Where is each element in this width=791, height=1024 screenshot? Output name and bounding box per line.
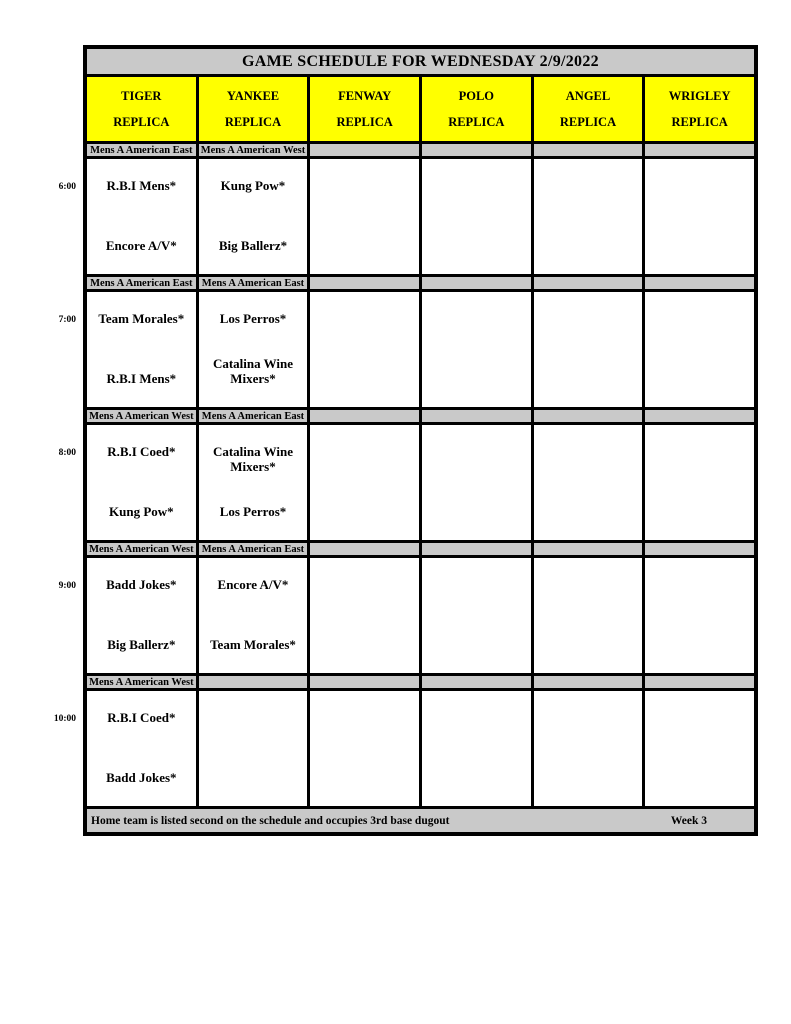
time-label-7: 7:00 [58,315,76,325]
home-team: Encore A/V* [105,238,177,254]
away-team: Los Perros* [219,311,287,326]
league-label [310,676,419,688]
game-cell [422,425,531,540]
league-label [645,676,754,688]
field-name: FENWAY [338,88,392,103]
home-team: Team Morales* [210,637,296,653]
away-team: Catalina Wine Mixers* [212,444,294,474]
footer [87,809,754,832]
league-label [534,144,643,156]
schedule-table [83,45,758,836]
home-team: R.B.I Mens* [106,371,177,387]
game-cell [199,558,308,673]
home-team: Kung Pow* [109,504,174,520]
field-header-fenway [310,77,419,141]
field-header-yankee [199,77,308,141]
game-cell [645,425,754,540]
league-label: Mens A American West [87,543,196,555]
field-name: WRIGLEY [668,88,731,103]
field-header-wrigley [645,77,754,141]
away-team: R.B.I Mens* [106,178,177,193]
league-label [422,543,531,555]
league-label [534,676,643,688]
game-cell [87,425,196,540]
game-cell [645,159,754,274]
league-label [645,543,754,555]
home-team: Big Ballerz* [107,637,176,653]
game-cell [310,691,419,806]
home-team: Catalina Wine Mixers* [212,356,294,387]
field-subname: REPLICA [113,114,170,129]
time-label-6: 6:00 [58,182,76,192]
league-label [310,543,419,555]
league-label [310,410,419,422]
league-label [534,543,643,555]
game-cell [645,558,754,673]
away-team: Encore A/V* [217,577,289,592]
game-cell [534,691,643,806]
home-team-note: Home team is listed second on the schedule and occupies 3rd base dugout [91,814,450,827]
home-team: Big Ballerz* [218,238,288,254]
field-name: ANGEL [565,88,611,103]
league-label [199,676,308,688]
field-subname: REPLICA [448,114,505,129]
league-label: Mens A American East [199,543,308,555]
game-cell [422,159,531,274]
field-header-angel [534,77,643,141]
field-subname: REPLICA [559,114,617,129]
game-cell [534,425,643,540]
league-label [534,410,643,422]
time-label-8: 8:00 [58,448,76,458]
game-cell [645,292,754,407]
game-cell [310,558,419,673]
field-name: POLO [458,88,495,103]
home-team: Los Perros* [219,504,287,520]
league-label [645,277,754,289]
league-label [422,277,531,289]
league-label: Mens A American East [199,410,308,422]
week-label: Week 3 [670,814,708,827]
field-header-polo [422,77,531,141]
league-label [645,144,754,156]
game-cell [422,558,531,673]
game-cell [534,159,643,274]
field-name: TIGER [121,88,162,103]
league-label: Mens A American East [87,277,196,289]
league-label [310,144,419,156]
game-cell [87,558,196,673]
field-subname: REPLICA [671,114,728,129]
game-cell [199,691,308,806]
league-label: Mens A American West [199,144,308,156]
game-cell [87,292,196,407]
game-cell [422,691,531,806]
time-label-9: 9:00 [58,581,76,591]
game-cell [310,425,419,540]
game-cell [87,159,196,274]
away-team: Badd Jokes* [106,577,177,592]
away-team: Team Morales* [98,311,185,326]
league-label [645,410,754,422]
game-cell [199,159,308,274]
away-team: Kung Pow* [220,178,286,193]
league-label: Mens A American East [199,277,308,289]
game-cell [310,159,419,274]
game-cell [422,292,531,407]
game-cell [534,292,643,407]
field-name: YANKEE [226,88,280,103]
field-subname: REPLICA [224,114,282,129]
field-subname: REPLICA [336,114,393,129]
league-label: Mens A American East [87,144,196,156]
away-team: R.B.I Coed* [107,444,176,459]
away-team: R.B.I Coed* [107,710,176,725]
league-label [422,410,531,422]
league-label [422,676,531,688]
home-team: Badd Jokes* [106,770,177,786]
game-cell [199,292,308,407]
schedule-title: GAME SCHEDULE FOR WEDNESDAY 2/9/2022 [87,49,754,74]
league-label [310,277,419,289]
game-cell [199,425,308,540]
league-label [422,144,531,156]
game-cell [87,691,196,806]
game-cell [310,292,419,407]
game-cell [645,691,754,806]
time-label-10: 10:00 [53,714,76,724]
game-cell [534,558,643,673]
league-label: Mens A American West [87,676,196,688]
league-label: Mens A American West [87,410,196,422]
field-header-tiger [87,77,196,141]
league-label [534,277,643,289]
